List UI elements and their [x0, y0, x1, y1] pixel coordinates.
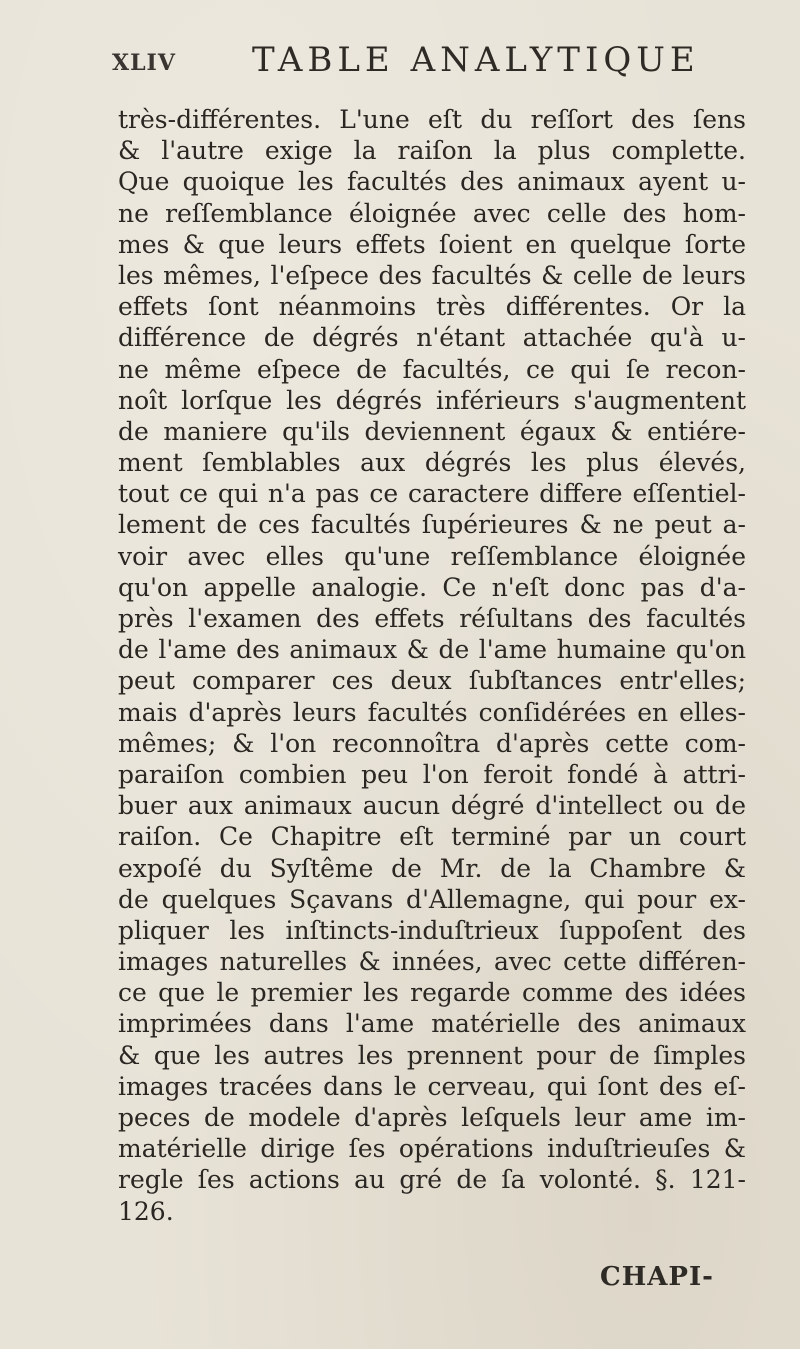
text-line: ne reſſemblance éloignée avec celle des hom-	[118, 198, 746, 228]
text-line: lement de ces facultés ſupérieures & ne peut a-	[118, 510, 746, 540]
page-header	[112, 40, 712, 90]
text-line: noît lorſque les dégrés inférieurs s'augmentent	[118, 385, 746, 415]
text-line: pliquer les inſtincts-induſtrieux ſuppoſent des	[118, 915, 746, 945]
text-line: regle ſes actions au gré de ſa volonté. §. 121-	[118, 1165, 746, 1195]
catchword: CHAPI-	[600, 1262, 714, 1292]
text-line: voir avec elles qu'une reſſemblance éloignée	[118, 541, 746, 571]
text-line: peces de modele d'après leſquels leur ame im-	[118, 1103, 746, 1132]
text-line: mêmes; & l'on reconnoîtra d'après cette com-	[118, 728, 746, 758]
text-line: très-différentes. L'une eſt du reſſort des ſens	[118, 105, 746, 134]
text-line: peut comparer ces deux ſubſtances entr'elles;	[118, 666, 746, 696]
text-line: qu'on appelle analogie. Ce n'eſt donc pas d'a-	[118, 572, 746, 602]
text-line: paraiſon combien peu l'on feroit fondé à attri-	[118, 759, 746, 789]
page-number: XLIV	[112, 50, 176, 76]
text-line: différence de dégrés n'étant attachée qu'à u-	[118, 323, 746, 353]
text-line: mais d'après leurs facultés conſidérées en elles-	[118, 697, 746, 727]
text-line: tout ce qui n'a pas ce caractere differe eſſentiel-	[118, 479, 746, 509]
text-line: Que quoique les facultés des animaux ayent u-	[118, 167, 746, 197]
text-line: imprimées dans l'ame matérielle des animaux	[118, 1009, 746, 1039]
text-line: ce que le premier les regarde comme des idées	[118, 978, 746, 1008]
text-line: ne même eſpece de facultés, ce qui ſe recon-	[118, 354, 746, 384]
text-line: images tracées dans le cerveau, qui ſont des eſ-	[118, 1071, 746, 1101]
text-line: ment ſemblables aux dégrés les plus élevés,	[118, 448, 746, 478]
text-line: de l'ame des animaux & de l'ame humaine qu'on	[118, 635, 746, 665]
text-line: & que les autres les prennent pour de ſimples	[118, 1040, 746, 1070]
text-line: 126.	[118, 1196, 174, 1226]
text-line: & l'autre exige la raiſon la plus complette.	[118, 136, 746, 166]
text-line: matérielle dirige ſes opérations induſtrieuſes &	[118, 1134, 746, 1164]
text-line: de quelques Sçavans d'Allemagne, qui pour ex-	[118, 884, 746, 914]
text-line: près l'examen des effets réſultans des facultés	[118, 604, 746, 633]
text-line: buer aux animaux aucun dégré d'intellect ou de	[118, 791, 746, 821]
text-line: expoſé du Syſtême de Mr. de la Chambre &	[118, 853, 746, 883]
text-line: mes & que leurs effets ſoient en quelque ſorte	[118, 229, 746, 259]
text-line: images naturelles & innées, avec cette différen-	[118, 947, 746, 977]
running-head: TABLE ANALYTIQUE	[252, 40, 700, 80]
body-text	[118, 104, 746, 1227]
text-line: raiſon. Ce Chapitre eſt terminé par un court	[118, 822, 746, 852]
text-line: les mêmes, l'eſpece des facultés & celle de leurs	[118, 260, 746, 290]
text-line: effets ſont néanmoins très différentes. Or la	[118, 292, 746, 322]
text-line: de maniere qu'ils deviennent égaux & entiére-	[118, 416, 746, 446]
